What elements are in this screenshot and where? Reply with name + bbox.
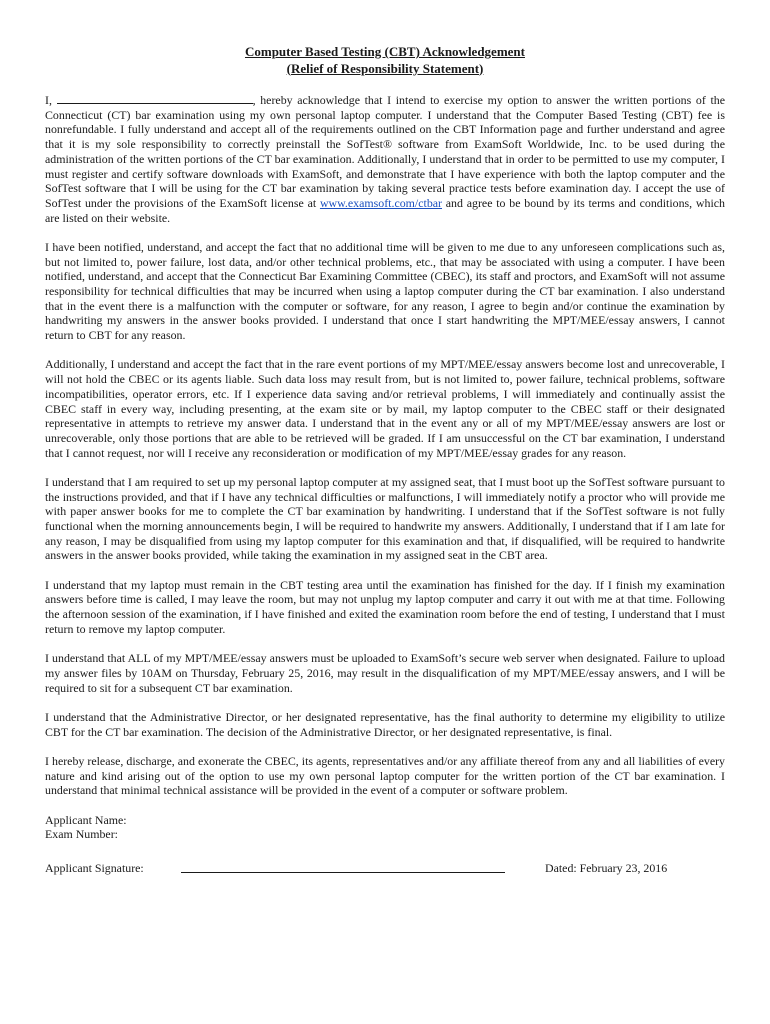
name-blank-line (57, 93, 253, 104)
paragraph-laptop-area: I understand that my laptop must remain in the CBT testing area until the examination has finished for the day. If I finish my examination answers before time is called, I may leave the room, but may not unplug my laptop computer and carry it out with me at that time. Following the afternoon session of the examination, if I have finished and exited the examination room before the end of testing, I understand that I must return to remove my laptop computer. (45, 577, 725, 636)
paragraph-release: I hereby release, discharge, and exonerate the CBEC, its agents, representatives and/or any affiliate thereof from any and all liabilities of every nature and kind arising out of the option to use my own personal laptop computer for the written portion of the CT bar examination. I understand that minimal technical assistance will be provided in the event of a computer or software problem. (45, 753, 725, 798)
dated-label: Dated: February 23, 2016 (545, 860, 668, 875)
paragraph-data-loss: Additionally, I understand and accept the fact that in the rare event portions of my MPT/MEE/essay answers become lost and unrecoverable, I will not hold the CBEC or its agents liable. Such data loss may result from, but is not limited to, power failure, technical problems, software incompatibilities, operator errors, etc. If I experience data saving and/or retrieval problems, I will immediately and continually assist the CBEC staff in every way, including presenting, at the exam site or by mail, my laptop computer to the CBEC staff or their designated representative in attempts to retrieve my answer data. I understand that in the event any or all of my MPT/MEE/essay answers are lost or unrecoverable, only those portions that are able to be retrieved will be graded. If I am unsuccessful on the CT bar examination, I understand that I cannot request, nor will I receive any reconsideration or modification of my MPT/MEE/essay grades for any reason. (45, 357, 725, 460)
paragraph-no-additional-time: I have been notified, understand, and accept the fact that no additional time will be given to me due to any unforeseen complications such as, but not limited to, power failure, lost data, and/or other technical problems, etc., that may be associated with using a computer. I have been notified, understand, and accept that the Connecticut Bar Examining Committee (CBEC), its staff and proctors, and ExamSoft will not assume responsibility for technical difficulties that may be incurred when using a laptop computer during the CT bar examination. I also understand that in the event there is a malfunction with the computer or software, for any reason, I agree to begin and/or continue the examination by handwriting my answers in the answer books provided. I understand that once I start handwriting the MPT/MEE/essay answers, I cannot return to CBT for any reason. (45, 239, 725, 343)
paragraph-authority: I understand that the Administrative Director, or her designated representative, has the final authority to determine my eligibility to utilize CBT for the CT bar examination. The decision of the Administrative Director, or her designated representative, is final. (45, 709, 725, 739)
signature-label: Applicant Signature: (45, 860, 144, 875)
examsoft-link[interactable]: www.examsoft.com/ctbar (319, 195, 442, 210)
paragraph-prefix: I, (45, 93, 52, 107)
paragraph-acknowledgement (45, 93, 725, 225)
document-subtitle: (Relief of Responsibility Statement) (286, 60, 484, 76)
applicant-fields (45, 813, 725, 842)
applicant-name-label: Applicant Name: (45, 812, 127, 827)
paragraph-setup: I understand that I am required to set up my personal laptop computer at my assigned seat, that I must boot up the SofTest software pursuant to the instructions provided, and that if I have any technical difficulties or malfunctions, I will immediately notify a proctor who will provide me with paper answer books for me to complete the CT bar examination by handwriting. I understand that if the SofTest software is not fully functional when the morning announcements begin, I will be required to handwrite my answers. Additionally, I understand that if I am late for any reason, I may be disqualified from using my laptop computer for this examination and that, if disqualified, will be required to handwrite answers in the answer books provided, while taking the examination in my assigned seat in the CBT area. (45, 474, 725, 563)
signature-line[interactable] (181, 872, 505, 873)
paragraph-text-b: and agree to be bound by its terms and conditions, which are listed on their website. (45, 195, 725, 225)
exam-number-label: Exam Number: (45, 827, 118, 842)
paragraph-upload: I understand that ALL of my MPT/MEE/essay answers must be uploaded to ExamSoft’s secure web server when designated. Failure to upload my answer files by 10AM on Thursday, February 25, 2016, may result in the disqualification of my MPT/MEE/essay answers, and I will be required to sit for a subsequent CT bar examination. (45, 651, 725, 695)
document-page (45, 44, 725, 877)
document-title: Computer Based Testing (CBT) Acknowledgement (244, 44, 525, 59)
signature-row (45, 861, 725, 877)
paragraph-text-a: , hereby acknowledge that I intend to exercise my option to answer the written portions of the Connecticut (CT) bar examination using my own personal laptop computer. I understand that the Computer Based Testing (CBT) fee is nonrefundable. I fully understand and accept all of the requirements outlined on the CBT Information page and further understand and agree that it is my sole responsibility to correctly preinstall the SofTest® software from ExamSoft Worldwide, Inc. to be used during the administration of the written portions of the CT bar examination. Additionally, I understand that in order to be permitted to use my computer, I must register and certify software downloads with ExamSoft, and demonstrate that I have experience with both the laptop computer and the SofTest software that I will be using for the CT bar examination by taking several practice tests before examination day. I accept the use of SofTest under the provisions of the ExamSoft license at (45, 93, 725, 210)
